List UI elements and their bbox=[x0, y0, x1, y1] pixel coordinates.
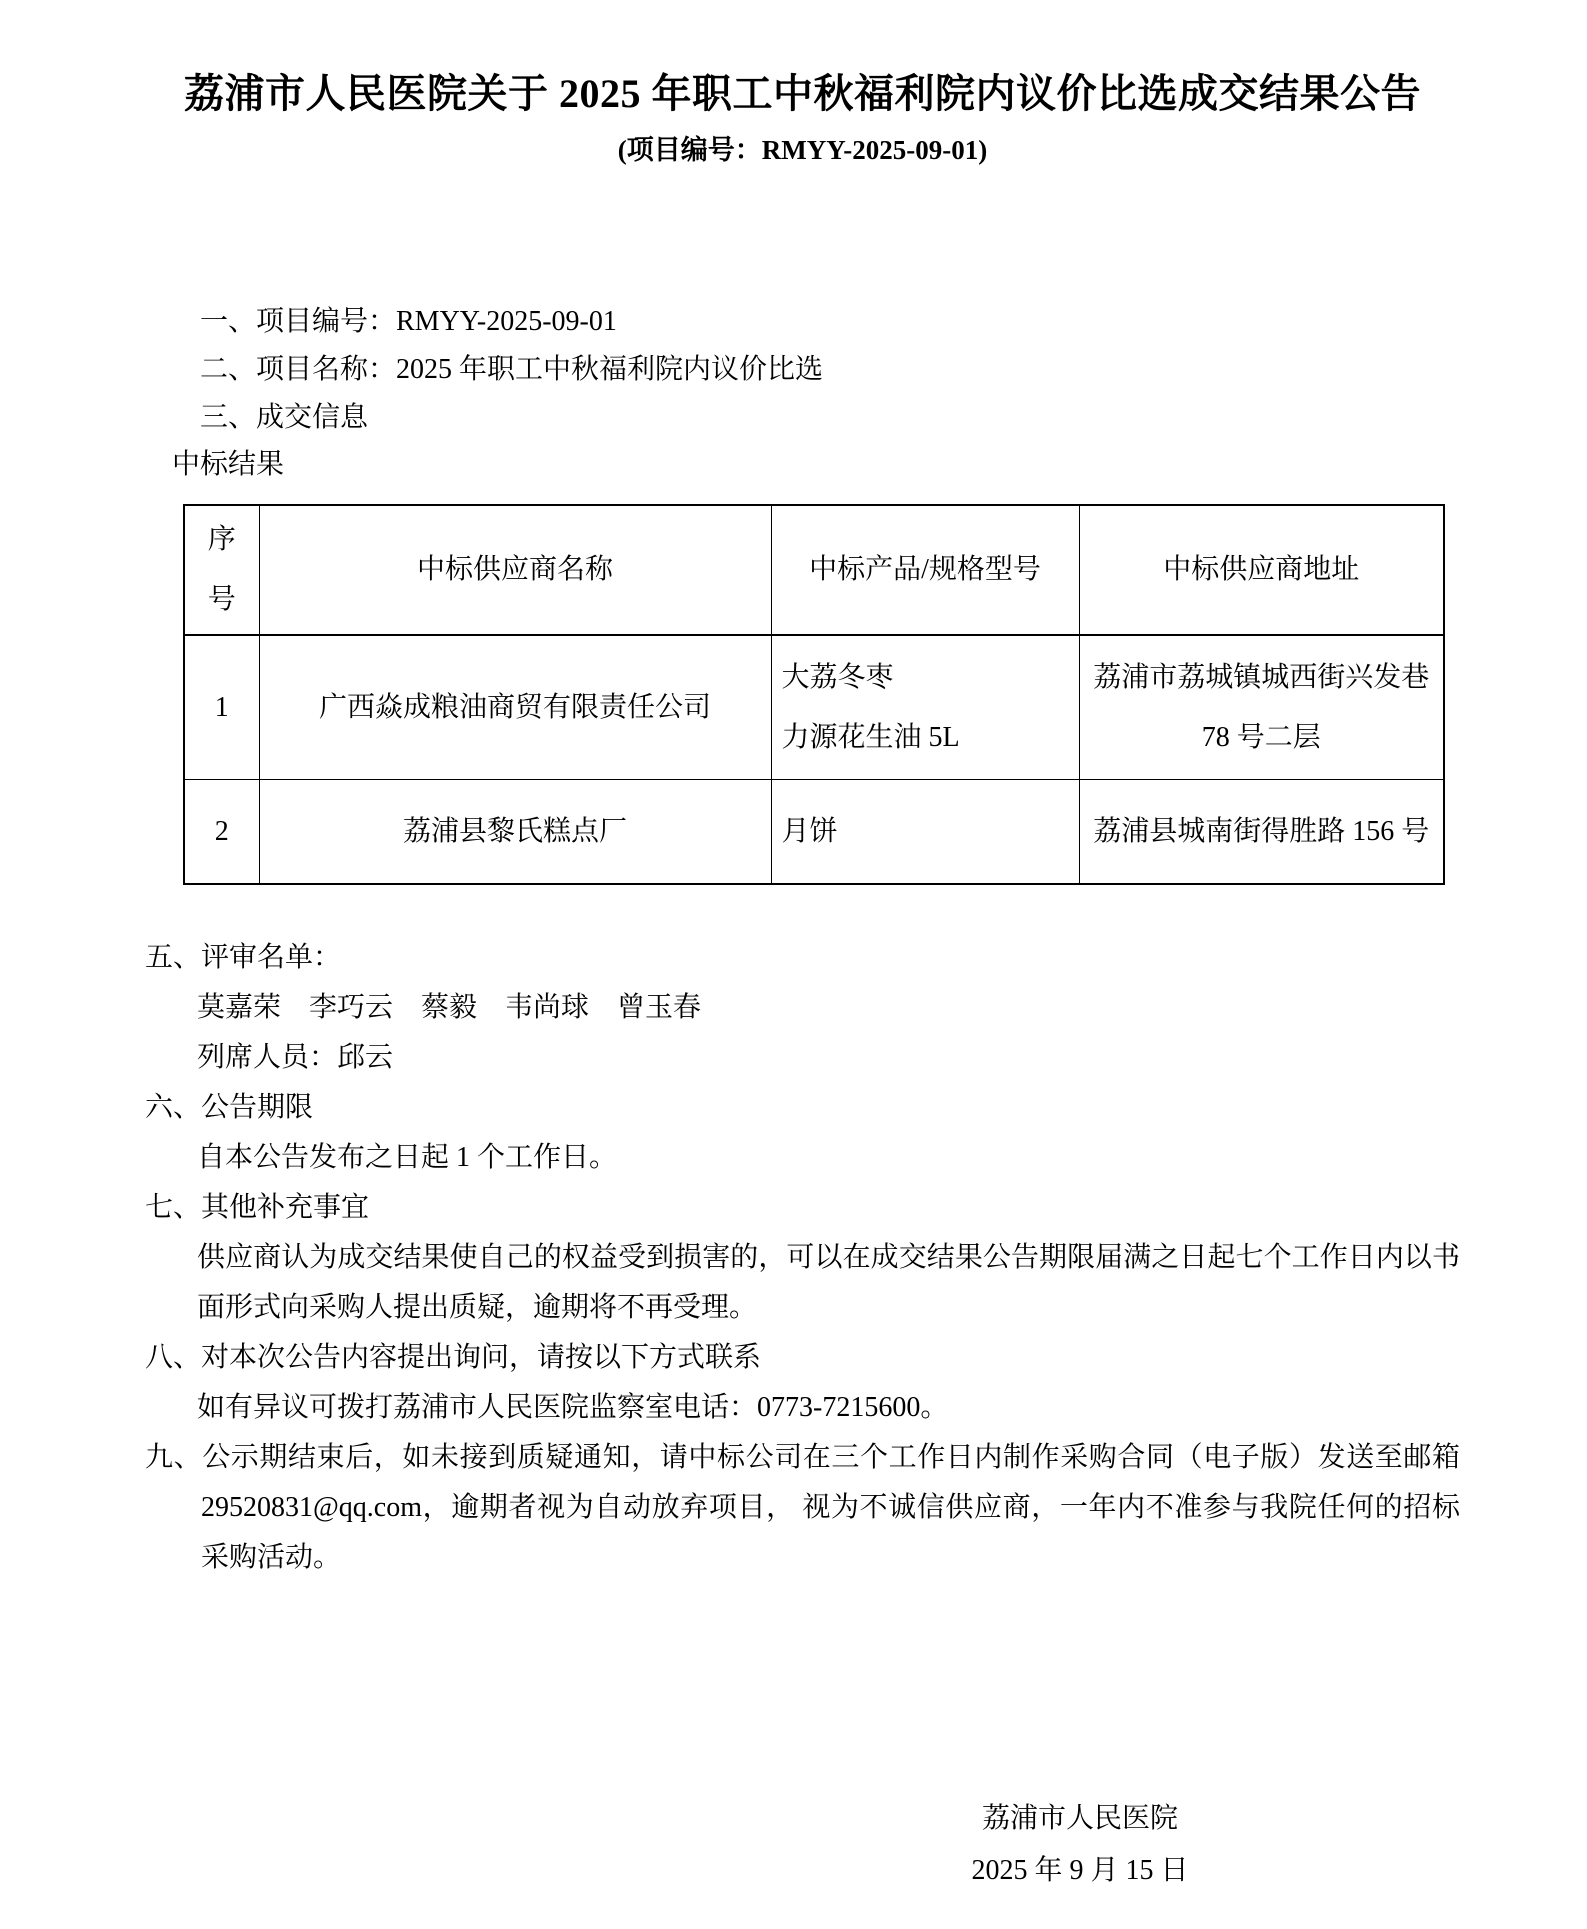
column-header-address: 中标供应商地址 bbox=[1079, 505, 1444, 635]
document-sections bbox=[145, 933, 1460, 1583]
section-8-body: 如有异议可拨打荔浦市人民医院监察室电话：0773-7215600。 bbox=[197, 1392, 949, 1423]
column-header-product: 中标产品/规格型号 bbox=[771, 505, 1079, 635]
section-6-body: 自本公告发布之日起 1 个工作日。 bbox=[197, 1142, 618, 1173]
seq-cell: 2 bbox=[184, 780, 259, 885]
item-deal-info: 三、成交信息 bbox=[200, 402, 369, 433]
section-6-heading: 六、公告期限 bbox=[145, 1092, 314, 1123]
product-line: 月饼 bbox=[781, 815, 838, 847]
seq-cell: 1 bbox=[184, 635, 259, 780]
supplier-cell: 荔浦县黎氏糕点厂 bbox=[259, 780, 771, 885]
section-5-heading: 五、评审名单： bbox=[145, 942, 342, 973]
signature-block bbox=[910, 1793, 1250, 1897]
item-project-number: 一、项目编号：RMYY-2025-09-01 bbox=[200, 306, 617, 337]
observer-line: 列席人员：邱云 bbox=[197, 1042, 394, 1073]
result-label: 中标结果 bbox=[172, 449, 285, 480]
column-header-supplier: 中标供应商名称 bbox=[259, 505, 771, 635]
supplier-cell: 广西焱成粮油商贸有限责任公司 bbox=[259, 635, 771, 780]
product-cell bbox=[771, 780, 1079, 885]
section-9-paragraph: 九、公示期结束后，如未接到质疑通知，请中标公司在三个工作日内制作采购合同（电子版）发送至邮箱 29520831@qq.com，逾期者视为自动放弃项目， 视为不诚信供应商，一年内不准参与我院任何的招标采购活动。 bbox=[145, 1442, 1460, 1573]
section-7-body: 供应商认为成交结果使自己的权益受到损害的，可以在成交结果公告期限届满之日起七个工作日内以书面形式向采购人提出质疑，逾期将不再受理。 bbox=[197, 1242, 1460, 1323]
intro-items bbox=[200, 298, 1460, 442]
footer-date: 2025 年 9 月 15 日 bbox=[971, 1855, 1189, 1886]
section-8-heading: 八、对本次公告内容提出询问，请按以下方式联系 bbox=[145, 1342, 762, 1373]
reviewer-names: 莫嘉荣 李巧云 蔡毅 韦尚球 曾玉春 bbox=[197, 992, 702, 1023]
section-7-heading: 七、其他补充事宜 bbox=[145, 1192, 370, 1223]
table-row bbox=[184, 780, 1444, 885]
column-header-seq: 序号 bbox=[184, 505, 259, 635]
project-number-subtitle: (项目编号：RMYY-2025-09-01) bbox=[617, 135, 988, 165]
product-cell bbox=[771, 635, 1079, 780]
table-row bbox=[184, 635, 1444, 780]
address-cell: 荔浦市荔城镇城西街兴发巷 78 号二层 bbox=[1079, 635, 1444, 780]
address-cell: 荔浦县城南街得胜路 156 号 bbox=[1079, 780, 1444, 885]
document-title: 荔浦市人民医院关于 2025 年职工中秋福利院内议价比选成交结果公告 bbox=[184, 71, 1421, 116]
product-line: 大荔冬枣 bbox=[781, 661, 894, 693]
item-project-name: 二、项目名称：2025 年职工中秋福利院内议价比选 bbox=[200, 354, 824, 385]
table-header-row bbox=[184, 505, 1444, 635]
award-result-table bbox=[183, 504, 1445, 885]
product-line: 力源花生油 5L bbox=[781, 721, 960, 753]
footer-organization: 荔浦市人民医院 bbox=[981, 1803, 1178, 1834]
